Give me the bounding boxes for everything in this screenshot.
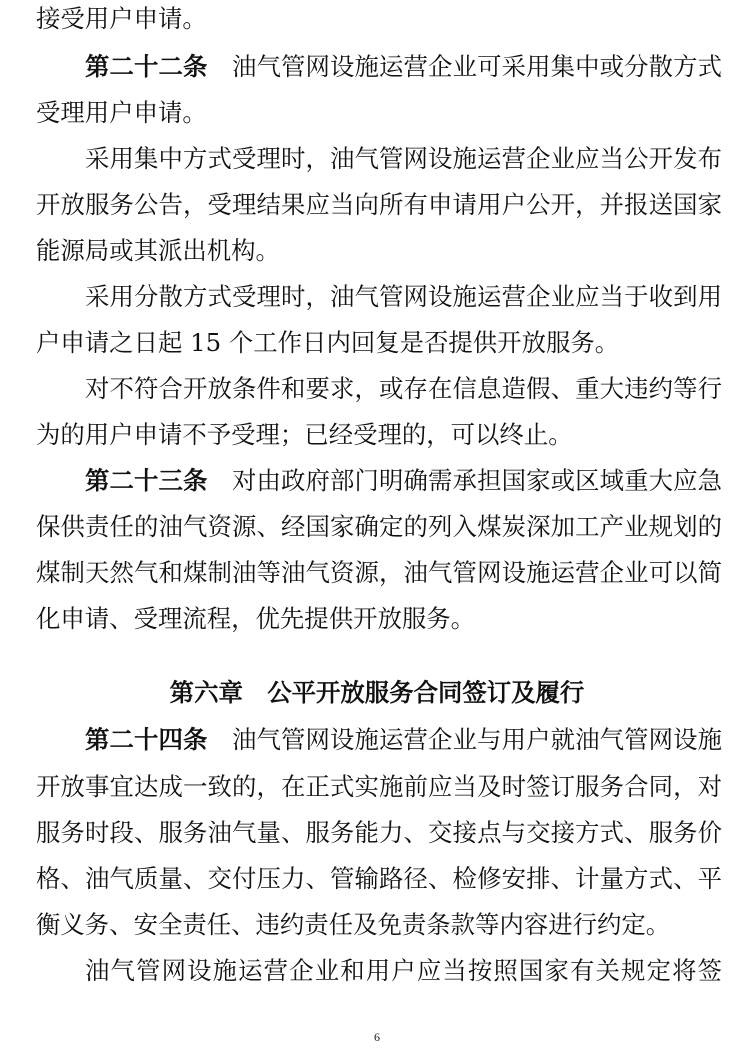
article-23-label: 第二十三条	[85, 466, 208, 495]
article-23-text: 对由政府部门明确需承担国家或区域重大应急	[231, 466, 722, 495]
paragraph-line: 对不符合开放条件和要求，或存在信息造假、重大违约等行	[85, 374, 722, 403]
paragraph-line: 服务时段、服务油气量、服务能力、交接点与交接方式、服务价	[36, 818, 722, 847]
article-24-label: 第二十四条	[85, 725, 208, 754]
paragraph-line: 保供责任的油气资源、经国家确定的列入煤炭深加工产业规划的	[36, 512, 722, 541]
paragraph-line: 化申请、受理流程，优先提供开放服务。	[36, 604, 476, 633]
paragraph-line: 油气管网设施运营企业和用户应当按照国家有关规定将签	[85, 956, 722, 985]
article-22-line	[85, 52, 722, 82]
paragraph-line: 采用集中方式受理时，油气管网设施运营企业应当公开发布	[85, 144, 722, 173]
paragraph-line: 格、油气质量、交付压力、管输路径、检修安排、计量方式、平	[36, 864, 722, 893]
paragraph-line: 为的用户申请不予受理；已经受理的，可以终止。	[36, 420, 573, 449]
article-22-label: 第二十二条	[85, 52, 208, 81]
paragraph-line: 衡义务、安全责任、违约责任及免责条款等内容进行约定。	[36, 910, 671, 939]
paragraph-line: 户申请之日起 15 个工作日内回复是否提供开放服务。	[36, 328, 620, 357]
article-24-text: 油气管网设施运营企业与用户就油气管网设施	[231, 725, 722, 754]
chapter-heading: 第六章 公平开放服务合同签订及履行	[169, 678, 585, 707]
article-24-line	[85, 725, 722, 755]
paragraph-line: 受理用户申请。	[36, 98, 207, 127]
paragraph-line: 能源局或其派出机构。	[36, 236, 280, 265]
article-22-text: 油气管网设施运营企业可采用集中或分散方式	[231, 52, 722, 81]
paragraph-line: 开放事宜达成一致的，在正式实施前应当及时签订服务合同，对	[36, 772, 722, 801]
paragraph-line: 开放服务公告，受理结果应当向所有申请用户公开，并报送国家	[36, 190, 722, 219]
page-number: 6	[374, 1030, 380, 1044]
paragraph-line: 接受用户申请。	[36, 4, 207, 33]
paragraph-line: 采用分散方式受理时，油气管网设施运营企业应当于收到用	[85, 282, 722, 311]
article-23-line	[85, 466, 722, 496]
paragraph-line: 煤制天然气和煤制油等油气资源，油气管网设施运营企业可以简	[36, 558, 722, 587]
